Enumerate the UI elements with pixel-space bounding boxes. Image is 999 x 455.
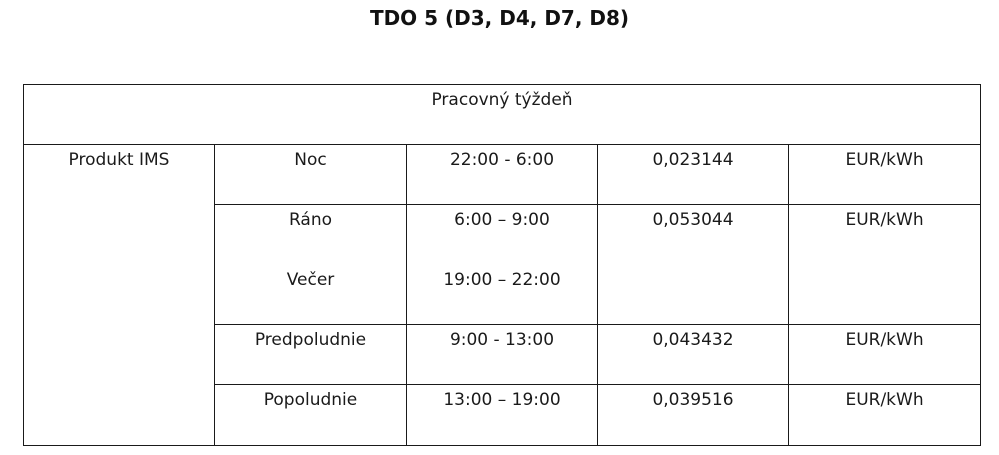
price-value: 0,043432 [652,330,734,350]
time-range: 6:00 – 9:00 [454,210,550,230]
price-cell [598,325,789,385]
product-cell [24,145,215,446]
period-label: Predpoludnie [254,330,367,350]
unit-cell [789,205,981,325]
unit-cell [789,325,981,385]
header-label: Pracovný týždeň [431,90,573,110]
time-cell [407,145,598,205]
time-range: 22:00 - 6:00 [449,150,555,170]
period-cell [215,205,407,325]
period-label: Noc [294,150,327,170]
price-value: 0,053044 [652,210,734,230]
unit-label: EUR/kWh [845,390,924,410]
price-cell [598,145,789,205]
document-title: TDO 5 (D3, D4, D7, D8) [369,6,630,30]
unit-label: EUR/kWh [845,210,924,230]
price-cell [598,385,789,446]
unit-cell [789,145,981,205]
header-cell [24,85,981,145]
time-range-secondary: 19:00 – 22:00 [443,270,561,290]
time-cell [407,325,598,385]
period-cell [215,145,407,205]
period-cell [215,325,407,385]
tariff-table [23,84,981,446]
period-cell [215,385,407,446]
table-row [24,145,981,205]
time-cell [407,205,598,325]
period-label-secondary: Večer [286,270,335,290]
product-label: Produkt IMS [68,150,170,170]
period-label: Ráno [288,210,333,230]
unit-label: EUR/kWh [845,330,924,350]
time-cell [407,385,598,446]
price-value: 0,023144 [652,150,734,170]
period-label: Popoludnie [263,390,358,410]
time-range: 9:00 - 13:00 [449,330,555,350]
unit-label: EUR/kWh [845,150,924,170]
table-header-row [24,85,981,145]
price-value: 0,039516 [652,390,734,410]
price-cell [598,205,789,325]
time-range: 13:00 – 19:00 [443,390,561,410]
unit-cell [789,385,981,446]
